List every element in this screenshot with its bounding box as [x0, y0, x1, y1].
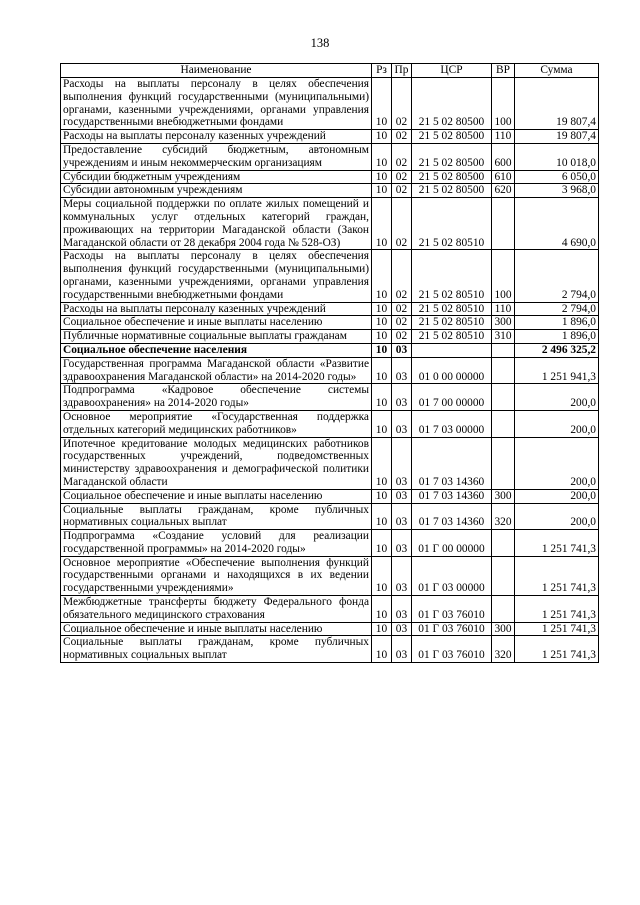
cell-sum: 1 251 741,3	[515, 556, 599, 595]
cell-rz: 10	[372, 437, 392, 489]
cell-vr	[492, 556, 515, 595]
cell-csr: 01 Г 03 76010	[412, 636, 492, 663]
cell-rz: 10	[372, 302, 392, 316]
cell-pr: 03	[392, 410, 412, 437]
table-row	[61, 622, 599, 636]
cell-rz: 10	[372, 143, 392, 170]
table-row	[61, 170, 599, 184]
header-name: Наименование	[61, 64, 372, 78]
table-body	[61, 78, 599, 663]
cell-vr: 300	[492, 489, 515, 503]
table-row	[61, 198, 599, 250]
cell-csr: 01 7 03 14360	[412, 437, 492, 489]
cell-pr: 02	[392, 302, 412, 316]
cell-sum: 200,0	[515, 410, 599, 437]
cell-csr: 21 5 02 80510	[412, 316, 492, 330]
cell-sum: 1 251 741,3	[515, 530, 599, 557]
cell-pr: 02	[392, 143, 412, 170]
page-number: 138	[310, 36, 330, 50]
cell-vr: 110	[492, 130, 515, 144]
cell-csr: 21 5 02 80510	[412, 250, 492, 302]
cell-name: Публичные нормативные социальные выплаты гражданам	[61, 330, 372, 344]
cell-vr: 610	[492, 170, 515, 184]
cell-name: Предоставление субсидий бюджетным, автономным учреждениям и иным некоммерческим организациям	[61, 143, 372, 170]
cell-name: Основное мероприятие «Обеспечение выполнения функций государственными органами и находящихся в их ведении государственными учреждениями»	[61, 556, 372, 595]
budget-table	[60, 63, 599, 663]
cell-rz: 10	[372, 357, 392, 384]
table-row	[61, 250, 599, 302]
cell-name: Субсидии бюджетным учреждениям	[61, 170, 372, 184]
cell-rz: 10	[372, 170, 392, 184]
cell-csr: 21 5 02 80500	[412, 143, 492, 170]
cell-name: Социальное обеспечение и иные выплаты населению	[61, 622, 372, 636]
cell-vr	[492, 437, 515, 489]
cell-sum: 200,0	[515, 489, 599, 503]
cell-sum: 2 794,0	[515, 250, 599, 302]
table-row	[61, 437, 599, 489]
cell-sum: 1 896,0	[515, 330, 599, 344]
cell-rz: 10	[372, 130, 392, 144]
table-row	[61, 556, 599, 595]
cell-pr: 02	[392, 250, 412, 302]
table-row	[61, 302, 599, 316]
table-row	[61, 596, 599, 623]
cell-vr: 100	[492, 250, 515, 302]
cell-pr: 02	[392, 198, 412, 250]
cell-pr: 02	[392, 78, 412, 130]
cell-sum: 200,0	[515, 503, 599, 530]
cell-sum: 10 018,0	[515, 143, 599, 170]
cell-name: Субсидии автономным учреждениям	[61, 184, 372, 198]
table-row	[61, 503, 599, 530]
cell-pr: 02	[392, 316, 412, 330]
table-row	[61, 78, 599, 130]
cell-sum: 1 896,0	[515, 316, 599, 330]
cell-vr: 100	[492, 78, 515, 130]
cell-vr: 320	[492, 636, 515, 663]
cell-vr: 300	[492, 622, 515, 636]
cell-pr: 03	[392, 384, 412, 411]
cell-vr	[492, 343, 515, 357]
table-row	[61, 410, 599, 437]
table-row	[61, 357, 599, 384]
cell-name: Социальное обеспечение и иные выплаты населению	[61, 316, 372, 330]
table-row	[61, 184, 599, 198]
table-row	[61, 343, 599, 357]
cell-vr: 110	[492, 302, 515, 316]
cell-name: Ипотечное кредитование молодых медицинских работников государственных учреждений, подведомственных министерству здравоохранения и демографической политики Магаданской области	[61, 437, 372, 489]
cell-name: Подпрограмма «Создание условий для реализации государственной программы» на 2014-2020 годы»	[61, 530, 372, 557]
cell-rz: 10	[372, 384, 392, 411]
table-row	[61, 530, 599, 557]
cell-rz: 10	[372, 596, 392, 623]
table-row	[61, 384, 599, 411]
cell-sum: 1 251 741,3	[515, 622, 599, 636]
cell-name: Расходы на выплаты персоналу в целях обеспечения выполнения функций государственными (муниципальными) органами, казенными учреждениями, органами управления государственными внебюджетными фондами	[61, 250, 372, 302]
cell-sum: 6 050,0	[515, 170, 599, 184]
cell-name: Социальные выплаты гражданам, кроме публичных нормативных социальных выплат	[61, 503, 372, 530]
cell-pr: 03	[392, 622, 412, 636]
table-row	[61, 130, 599, 144]
cell-sum: 3 968,0	[515, 184, 599, 198]
cell-rz: 10	[372, 330, 392, 344]
header-pr: Пр	[392, 64, 412, 78]
cell-sum: 2 794,0	[515, 302, 599, 316]
header-csr: ЦСР	[412, 64, 492, 78]
cell-pr: 03	[392, 530, 412, 557]
table-row	[61, 330, 599, 344]
cell-sum: 2 496 325,2	[515, 343, 599, 357]
cell-csr	[412, 343, 492, 357]
cell-rz: 10	[372, 410, 392, 437]
cell-vr: 320	[492, 503, 515, 530]
cell-pr: 02	[392, 130, 412, 144]
cell-csr: 21 5 02 80500	[412, 78, 492, 130]
table-row	[61, 636, 599, 663]
cell-rz: 10	[372, 316, 392, 330]
cell-csr: 01 7 03 00000	[412, 410, 492, 437]
cell-csr: 01 7 00 00000	[412, 384, 492, 411]
table-row	[61, 489, 599, 503]
cell-csr: 01 Г 03 00000	[412, 556, 492, 595]
cell-pr: 03	[392, 636, 412, 663]
cell-csr: 21 5 02 80510	[412, 330, 492, 344]
cell-rz: 10	[372, 78, 392, 130]
cell-pr: 02	[392, 170, 412, 184]
cell-pr: 03	[392, 596, 412, 623]
cell-csr: 01 7 03 14360	[412, 503, 492, 530]
cell-sum: 19 807,4	[515, 130, 599, 144]
cell-pr: 02	[392, 330, 412, 344]
cell-sum: 1 251 741,3	[515, 636, 599, 663]
cell-rz: 10	[372, 503, 392, 530]
cell-vr	[492, 596, 515, 623]
cell-pr: 03	[392, 503, 412, 530]
cell-name: Расходы на выплаты персоналу казенных учреждений	[61, 130, 372, 144]
cell-sum: 200,0	[515, 437, 599, 489]
cell-csr: 01 Г 00 00000	[412, 530, 492, 557]
table-header-row	[61, 64, 599, 78]
cell-name: Межбюджетные трансферты бюджету Федерального фонда обязательного медицинского страхования	[61, 596, 372, 623]
cell-pr: 03	[392, 489, 412, 503]
cell-name: Основное мероприятие «Государственная поддержка отдельных категорий медицинских работников»	[61, 410, 372, 437]
cell-rz: 10	[372, 198, 392, 250]
header-rz: Рз	[372, 64, 392, 78]
cell-sum: 4 690,0	[515, 198, 599, 250]
cell-sum: 1 251 741,3	[515, 596, 599, 623]
cell-rz: 10	[372, 530, 392, 557]
cell-rz: 10	[372, 622, 392, 636]
cell-rz: 10	[372, 556, 392, 595]
cell-pr: 03	[392, 556, 412, 595]
table-row	[61, 143, 599, 170]
cell-vr: 600	[492, 143, 515, 170]
cell-rz: 10	[372, 489, 392, 503]
cell-sum: 200,0	[515, 384, 599, 411]
cell-name: Социальное обеспечение населения	[61, 343, 372, 357]
header-vr: ВР	[492, 64, 515, 78]
cell-vr	[492, 198, 515, 250]
cell-csr: 21 5 02 80510	[412, 302, 492, 316]
cell-name: Меры социальной поддержки по оплате жилых помещений и коммунальных услуг отдельных категорий граждан, проживающих на территории Магаданской области (Закон Магаданской области от 28 декабря 2004 года № 528-ОЗ)	[61, 198, 372, 250]
cell-csr: 21 5 02 80500	[412, 130, 492, 144]
cell-csr: 01 Г 03 76010	[412, 622, 492, 636]
table-row	[61, 316, 599, 330]
cell-pr: 03	[392, 357, 412, 384]
cell-vr	[492, 410, 515, 437]
cell-pr: 03	[392, 343, 412, 357]
cell-sum: 19 807,4	[515, 78, 599, 130]
cell-name: Государственная программа Магаданской области «Развитие здравоохранения Магаданской области» на 2014-2020 годы»	[61, 357, 372, 384]
cell-pr: 03	[392, 437, 412, 489]
header-sum: Сумма	[515, 64, 599, 78]
cell-vr	[492, 384, 515, 411]
cell-rz: 10	[372, 184, 392, 198]
cell-name: Расходы на выплаты персоналу казенных учреждений	[61, 302, 372, 316]
cell-vr: 620	[492, 184, 515, 198]
cell-csr: 01 0 00 00000	[412, 357, 492, 384]
cell-name: Социальное обеспечение и иные выплаты населению	[61, 489, 372, 503]
cell-vr	[492, 357, 515, 384]
cell-csr: 21 5 02 80510	[412, 198, 492, 250]
cell-name: Социальные выплаты гражданам, кроме публичных нормативных социальных выплат	[61, 636, 372, 663]
cell-rz: 10	[372, 250, 392, 302]
cell-csr: 01 7 03 14360	[412, 489, 492, 503]
cell-csr: 01 Г 03 76010	[412, 596, 492, 623]
cell-vr	[492, 530, 515, 557]
cell-csr: 21 5 02 80500	[412, 184, 492, 198]
cell-name: Подпрограмма «Кадровое обеспечение системы здравоохранения» на 2014-2020 годы»	[61, 384, 372, 411]
cell-csr: 21 5 02 80500	[412, 170, 492, 184]
cell-vr: 310	[492, 330, 515, 344]
cell-sum: 1 251 941,3	[515, 357, 599, 384]
cell-rz: 10	[372, 343, 392, 357]
cell-rz: 10	[372, 636, 392, 663]
cell-pr: 02	[392, 184, 412, 198]
cell-vr: 300	[492, 316, 515, 330]
cell-name: Расходы на выплаты персоналу в целях обеспечения выполнения функций государственными (муниципальными) органами, казенными учреждениями, органами управления государственными внебюджетными фондами	[61, 78, 372, 130]
